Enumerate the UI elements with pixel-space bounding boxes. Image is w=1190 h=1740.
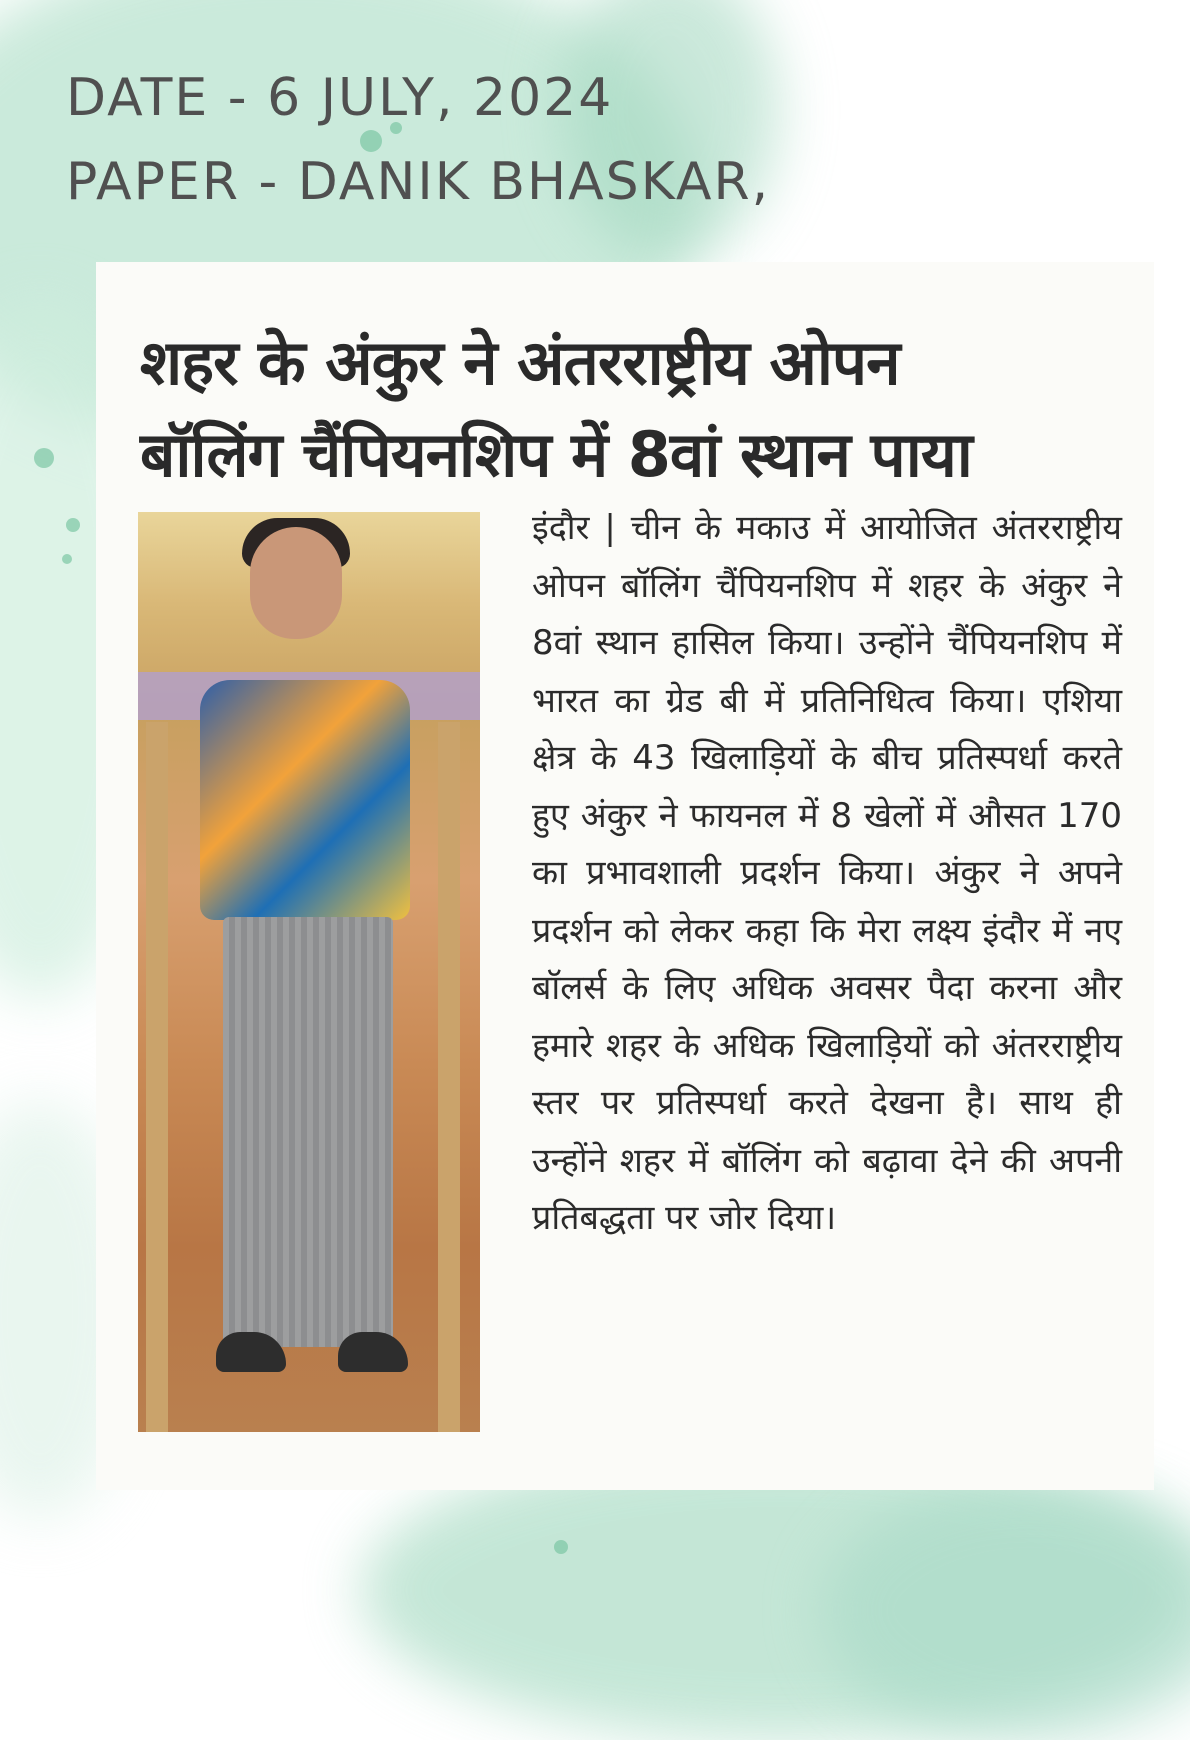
headline-line-2: बॉलिंग चैंपियनशिप में 8वां स्थान पाया: [140, 418, 972, 491]
article-headline: [140, 317, 1120, 501]
article-body: इंदौर | चीन के मकाउ में आयोजित अंतरराष्ट्रीय ओपन बॉलिंग चैंपियनशिप में शहर के अंकुर ने 8वां स्थान हासिल किया। उन्होंने चैंपियनशिप में भारत का ग्रेड बी में प्रतिनिधित्व किया। एशिया क्षेत्र के 43 खिलाड़ियों के बीच प्रतिस्पर्धा करते हुए अंकुर ने फायनल में 8 खेलों में औसत 170 का प्रभावशाली प्रदर्शन किया। अंकुर ने अपने प्रदर्शन को लेकर कहा कि मेरा लक्ष्य इंदौर में नए बॉलर्स के लिए अधिक अवसर पैदा करना और हमारे शहर के अधिक खिलाड़ियों को अंतरराष्ट्रीय स्तर पर प्रतिस्पर्धा करते देखना है। साथ ही उन्होंने शहर में बॉलिंग को बढ़ावा देने की अपनी प्रतिबद्धता पर जोर दिया।: [532, 508, 1122, 1238]
date-line: DATE - 6 JULY, 2024: [66, 68, 614, 128]
paper-line: PAPER - DANIK BHASKAR,: [66, 152, 771, 212]
headline-line-1: शहर के अंकुर ने अंतरराष्ट्रीय ओपन: [140, 326, 900, 399]
article-photo: [138, 512, 480, 1432]
clipping-header: [66, 56, 770, 224]
newspaper-clipping: [96, 262, 1154, 1490]
